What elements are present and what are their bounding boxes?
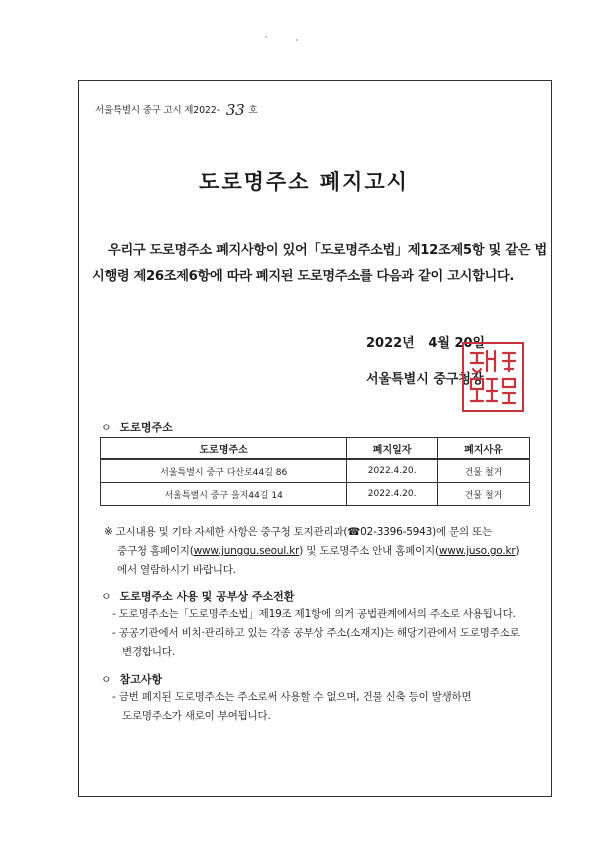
cell-reason: 건물 철거 — [437, 459, 529, 483]
list-item: - 금번 폐지된 도로명주소는 주소로써 사용할 수 없으며, 건물 신축 등이 발생하면 — [112, 691, 472, 703]
notice-number-line — [95, 101, 258, 119]
issuer-name: 서울특별시 중구청장 — [366, 372, 484, 387]
note-line-1: ※ 고시내용 및 기타 자세한 사항은 중구청 토지관리과(☎02-3396-5943)에 문의 또는 — [104, 526, 493, 538]
note-text: ) 및 도로명주소 안내 홈페이지( — [299, 545, 439, 557]
cell-address: 서울특별시 중구 을지44길 14 — [101, 483, 347, 506]
section-address-heading — [101, 419, 173, 435]
body-line-2: 시행령 제26조제6항에 따라 폐지된 도로명주소를 다음과 같이 고시합니다. — [92, 269, 515, 284]
page-title: 도로명주소 폐지고시 — [199, 170, 409, 194]
column-header-address: 도로명주소 — [101, 438, 347, 460]
list-item-continued: 도로명주소가 새로이 부여됩니다. — [122, 710, 271, 722]
official-seal — [462, 342, 524, 412]
note-line-3: 에서 열람하시기 바랍니다. — [117, 564, 236, 576]
scan-speck — [296, 39, 298, 41]
reference-items — [112, 688, 471, 726]
column-header-date: 폐지일자 — [347, 438, 438, 460]
inquiry-note — [104, 523, 519, 580]
section-bullet: ㅇ — [101, 673, 112, 686]
cell-date: 2022.4.20. — [347, 483, 438, 506]
table-row — [101, 483, 530, 506]
cell-reason: 건물 철거 — [437, 483, 529, 506]
list-item-continued: 변경합니다. — [122, 646, 175, 658]
notice-prefix: 서울특별시 중구 고시 제2022- — [95, 105, 220, 116]
section-bullet: ㅇ — [101, 590, 112, 603]
usage-items — [112, 605, 520, 662]
section-heading-text: 도로명주소 사용 및 공부상 주소전환 — [119, 590, 295, 603]
section-heading-text: 참고사항 — [119, 673, 163, 686]
notice-date: 2022년 4월 20일 — [366, 336, 486, 351]
notice-number-handwritten: 33 — [225, 101, 245, 119]
section-heading-text: 도로명주소 — [119, 421, 173, 434]
body-line-1: 우리구 도로명주소 폐지사항이 있어「도로명주소법」제12조제5항 및 같은 법 — [108, 243, 547, 258]
notice-suffix: 호 — [248, 105, 258, 116]
junggu-homepage-link[interactable]: www.junggu.seoul.kr — [193, 545, 300, 557]
cell-address: 서울특별시 중구 다산로44길 86 — [101, 459, 347, 483]
section-reference-heading — [101, 671, 162, 687]
table-row — [101, 459, 530, 483]
juso-homepage-link[interactable]: www.juso.go.kr — [438, 545, 516, 557]
column-header-reason: 폐지사유 — [437, 438, 529, 460]
table-header-row — [101, 438, 530, 460]
section-usage-heading — [101, 588, 294, 604]
section-bullet: ㅇ — [101, 421, 112, 434]
cell-date: 2022.4.20. — [347, 459, 438, 483]
list-item: - 도로명주소는「도로명주소법」제19조 제1항에 의거 공법관계에서의 주소로 사용됩니다. — [112, 608, 516, 620]
note-text: ) — [515, 545, 520, 557]
note-line-2 — [104, 542, 519, 561]
notice-body — [92, 238, 547, 290]
scan-speck — [265, 36, 267, 38]
note-text: 중구청 홈페이지( — [117, 545, 194, 557]
list-item: - 공공기관에서 비치·관리하고 있는 각종 공부상 주소(소재지)는 해당기관에서 도로명주소로 — [112, 627, 520, 639]
seal-glyph-icon — [465, 345, 521, 409]
abolished-address-table — [100, 437, 530, 506]
